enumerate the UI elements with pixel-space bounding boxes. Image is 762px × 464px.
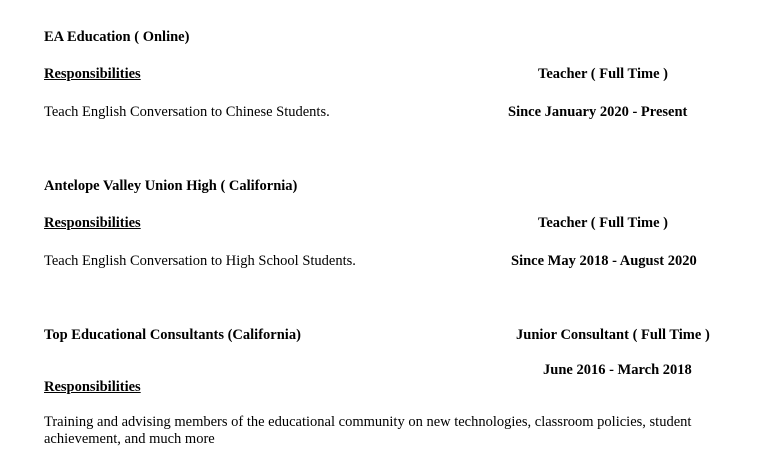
job-3-company: Top Educational Consultants (California) xyxy=(44,327,301,343)
job-3-responsibilities-heading: Responsibilities xyxy=(44,379,141,395)
job-2-dates: Since May 2018 - August 2020 xyxy=(511,253,697,269)
job-2-title: Teacher ( Full Time ) xyxy=(538,215,668,231)
job-1-responsibilities-heading: Responsibilities xyxy=(44,66,141,82)
job-2-description: Teach English Conversation to High School Students. xyxy=(44,253,356,269)
job-1-dates: Since January 2020 - Present xyxy=(508,104,688,120)
job-2-responsibilities-heading: Responsibilities xyxy=(44,215,141,231)
job-1-description: Teach English Conversation to Chinese Students. xyxy=(44,104,330,120)
job-2-company: Antelope Valley Union High ( California) xyxy=(44,178,298,194)
job-3-description: Training and advising members of the educational community on new technologies, classroom policies, student achievement, and much more xyxy=(44,414,692,447)
job-1-title: Teacher ( Full Time ) xyxy=(538,66,668,82)
job-1-company: EA Education ( Online) xyxy=(44,29,190,45)
job-3-title: Junior Consultant ( Full Time ) xyxy=(516,327,710,343)
job-3-dates: June 2016 - March 2018 xyxy=(543,362,692,378)
